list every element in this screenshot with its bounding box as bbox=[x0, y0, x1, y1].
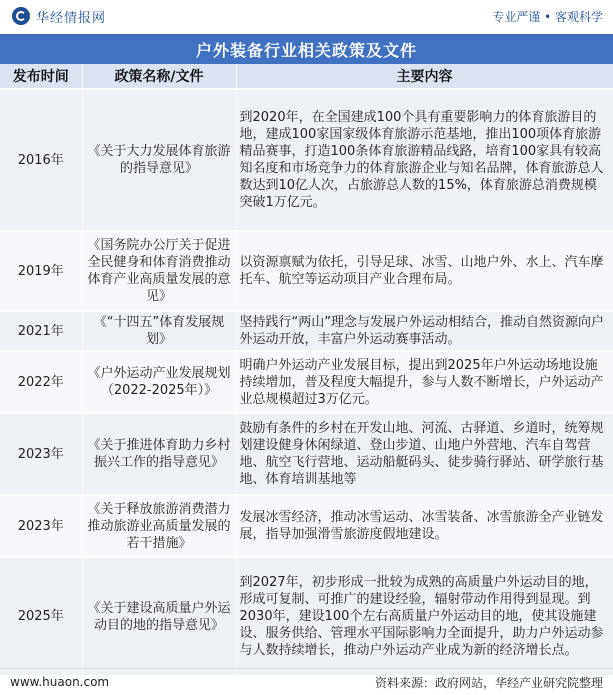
huajing-logo-icon bbox=[12, 7, 30, 25]
website-url: www.huaon.com bbox=[10, 675, 110, 689]
top-bar bbox=[0, 0, 613, 32]
row-policy-name: 《关于建设高质量户外运动目的地的指导意见》 bbox=[82, 557, 236, 675]
column-header-content: 主要内容 bbox=[236, 64, 613, 89]
row-content: 鼓励有条件的乡村在开发山地、河流、古驿道、乡道时，统筹规划建设健身休闲绿道、登山步道、山地户外营地、汽车自驾营地、航空飞行营地、运动船艇码头、徒步骑行驿站、研学旅行基地、体育培训基地等 bbox=[236, 413, 613, 495]
row-year: 2023年 bbox=[0, 495, 82, 557]
column-header-policy-name: 政策名称/文件 bbox=[82, 64, 236, 89]
row-content: 到2027年，初步形成一批较为成熟的高质量户外运动目的地，形成可复制、可推广的建设经验，辐射带动作用得到显现。到2030年，建设100个左右高质量户外运动目的地，使其设施建设、服务供给、管理水平国际影响力全面提升，助力户外运动参与人数持续增长，推动户外运动产业成为新的经济增长点。 bbox=[236, 557, 613, 675]
row-content: 发展冰雪经济，推动冰雪运动、冰雪装备、冰雪旅游全产业链发展，指导加强滑雪旅游度假地建设。 bbox=[236, 495, 613, 557]
row-year: 2016年 bbox=[0, 89, 82, 231]
footer bbox=[0, 668, 613, 695]
table-row bbox=[0, 413, 613, 495]
table-header-row bbox=[0, 64, 613, 89]
brand bbox=[12, 7, 106, 26]
table-row bbox=[0, 89, 613, 231]
slogan: 专业严谨 • 客观科学 bbox=[492, 9, 603, 24]
row-year: 2022年 bbox=[0, 351, 82, 413]
row-policy-name: 《关于推进体育助力乡村振兴工作的指导意见》 bbox=[82, 413, 236, 495]
row-policy-name: 《户外运动产业发展规划（2022-2025年）》 bbox=[82, 351, 236, 413]
row-year: 2019年 bbox=[0, 231, 82, 311]
column-header-year: 发布时间 bbox=[0, 64, 82, 89]
table-row bbox=[0, 231, 613, 311]
row-content: 明确户外运动产业发展目标，提出到2025年户外运动场地设施持续增加，普及程度大幅提升，参与人数不断增长，户外运动产业总规模超过3万亿元。 bbox=[236, 351, 613, 413]
row-policy-name: 《关于大力发展体育旅游的指导意见》 bbox=[82, 89, 236, 231]
table-row bbox=[0, 351, 613, 413]
brand-name: 华经情报网 bbox=[36, 10, 107, 26]
table-row bbox=[0, 311, 613, 351]
row-year: 2021年 bbox=[0, 311, 82, 351]
data-source-note: 资料来源：政府网站，华经产业研究院整理 bbox=[374, 675, 603, 690]
row-policy-name: 《国务院办公厅关于促进全民健身和体育消费推动体育产业高质量发展的意见》 bbox=[82, 231, 236, 311]
row-year: 2023年 bbox=[0, 413, 82, 495]
row-policy-name: 《“十四五”体育发展规划》 bbox=[82, 311, 236, 351]
row-content: 以资源禀赋为依托，引导足球、冰雪、山地户外、水上、汽车摩托车、航空等运动项目产业合理布局。 bbox=[236, 231, 613, 311]
table-title: 户外装备行业相关政策及文件 bbox=[0, 34, 613, 64]
row-content: 坚持践行“两山”理念与发展户外运动相结合，推动自然资源向户外运动开放，丰富户外运动赛事活动。 bbox=[236, 311, 613, 351]
policy-table bbox=[0, 64, 613, 675]
row-content: 到2020年，在全国建成100个具有重要影响力的体育旅游目的地，建成100家国家级体育旅游示范基地，推出100项体育旅游精品赛事，打造100条体育旅游精品线路，培育100家具有较高知名度和市场竞争力的体育旅游企业与知名品牌，体育旅游总人数达到10亿人次，占旅游总人数的15%，体育旅游总消费规模突破1万亿元。 bbox=[236, 89, 613, 231]
row-year: 2025年 bbox=[0, 557, 82, 675]
row-policy-name: 《关于释放旅游消费潜力推动旅游业高质量发展的若干措施》 bbox=[82, 495, 236, 557]
table-row bbox=[0, 495, 613, 557]
table-row bbox=[0, 557, 613, 675]
